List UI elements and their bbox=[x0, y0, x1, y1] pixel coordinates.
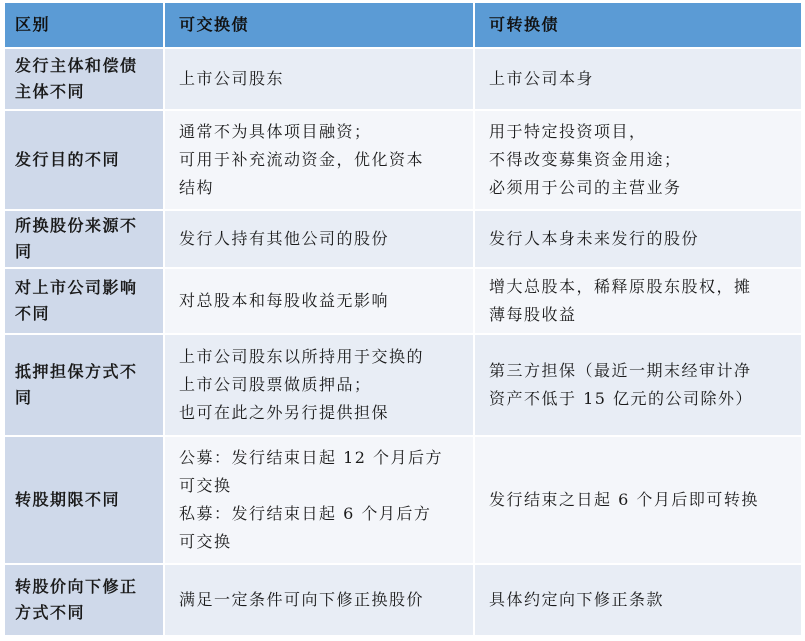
row-label: 对上市公司影响 不同 bbox=[5, 269, 165, 335]
cell-convertible: 具体约定向下修正条款 bbox=[475, 565, 801, 637]
cell-convertible: 第三方担保（最近一期末经审计净 资产不低于 15 亿元的公司除外） bbox=[475, 335, 801, 437]
cell-convertible: 增大总股本，稀释原股东股权，摊 薄每股收益 bbox=[475, 269, 801, 335]
cell-convertible: 用于特定投资项目， 不得改变募集资金用途； 必须用于公司的主营业务 bbox=[475, 111, 801, 211]
row-label: 发行主体和偿债 主体不同 bbox=[5, 49, 165, 111]
cell-exchangeable: 上市公司股东 bbox=[165, 49, 475, 111]
header-cell-convertible: 可转换债 bbox=[475, 3, 801, 49]
cell-exchangeable: 通常不为具体项目融资； 可用于补充流动资金，优化资本 结构 bbox=[165, 111, 475, 211]
cell-convertible: 上市公司本身 bbox=[475, 49, 801, 111]
cell-convertible: 发行结束之日起 6 个月后即可转换 bbox=[475, 437, 801, 565]
row-label: 发行目的不同 bbox=[5, 111, 165, 211]
cell-exchangeable: 上市公司股东以所持用于交换的 上市公司股票做质押品； 也可在此之外另行提供担保 bbox=[165, 335, 475, 437]
row-label: 转股期限不同 bbox=[5, 437, 165, 565]
row-label: 抵押担保方式不 同 bbox=[5, 335, 165, 437]
cell-convertible: 发行人本身未来发行的股份 bbox=[475, 211, 801, 269]
row-label: 所换股份来源不 同 bbox=[5, 211, 165, 269]
header-cell-criteria: 区别 bbox=[5, 3, 165, 49]
cell-exchangeable: 对总股本和每股收益无影响 bbox=[165, 269, 475, 335]
cell-exchangeable: 满足一定条件可向下修正换股价 bbox=[165, 565, 475, 637]
comparison-table bbox=[5, 3, 801, 637]
cell-exchangeable: 公募：发行结束日起 12 个月后方 可交换 私募：发行结束日起 6 个月后方 可交换 bbox=[165, 437, 475, 565]
header-cell-exchangeable: 可交换债 bbox=[165, 3, 475, 49]
row-label: 转股价向下修正 方式不同 bbox=[5, 565, 165, 637]
cell-exchangeable: 发行人持有其他公司的股份 bbox=[165, 211, 475, 269]
